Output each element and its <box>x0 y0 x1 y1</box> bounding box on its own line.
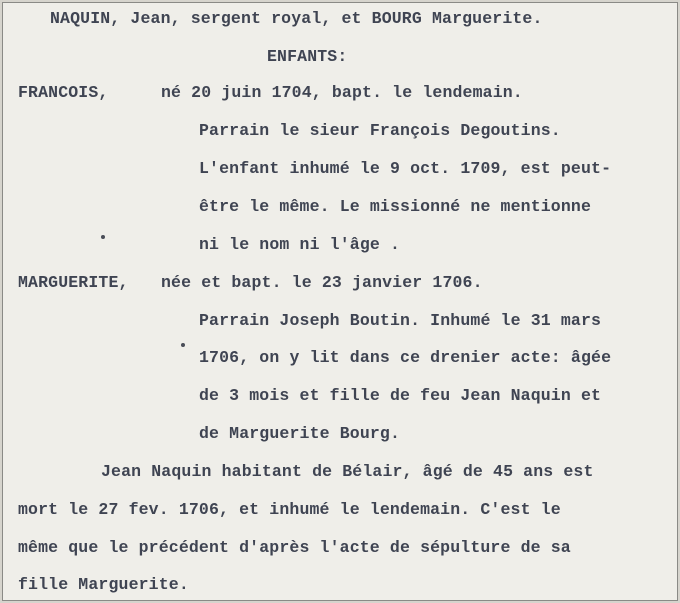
francois-godfather: Parrain le sieur François Degoutins. <box>199 121 561 140</box>
francois-burial: L'enfant inhumé le 9 oct. 1709, est peut- <box>199 159 612 178</box>
francois-birth: né 20 juin 1704, bapt. le lendemain. <box>161 83 523 102</box>
document-header: NAQUIN, Jean, sergent royal, et BOURG Marguerite. <box>50 9 543 28</box>
marguerite-parents: de 3 mois et fille de feu Jean Naquin et <box>199 386 602 405</box>
marguerite-burial: 1706, on y lit dans ce drenier acte: âgée <box>199 348 612 367</box>
section-title: ENFANTS: <box>267 47 348 66</box>
ink-speck <box>101 235 105 239</box>
paragraph-line-3: même que le précédent d'après l'acte de sépulture de sa <box>18 538 571 557</box>
francois-note-end: ni le nom ni l'âge . <box>199 235 401 254</box>
francois-note: être le même. Le missionné ne mentionne <box>199 197 592 216</box>
paragraph-line-2: mort le 27 fev. 1706, et inhumé le lendemain. C'est le <box>18 500 561 519</box>
paragraph-line-4: fille Marguerite. <box>18 575 189 594</box>
document-page <box>2 2 678 601</box>
ink-speck <box>181 343 185 347</box>
marguerite-parents-end: de Marguerite Bourg. <box>199 424 401 443</box>
child-name-francois: FRANCOIS, <box>18 83 109 102</box>
child-name-marguerite: MARGUERITE, <box>18 273 129 292</box>
paragraph-line-1: Jean Naquin habitant de Bélair, âgé de 45 ans est <box>101 462 594 481</box>
marguerite-godfather: Parrain Joseph Boutin. Inhumé le 31 mars <box>199 311 602 330</box>
marguerite-birth: née et bapt. le 23 janvier 1706. <box>161 273 483 292</box>
